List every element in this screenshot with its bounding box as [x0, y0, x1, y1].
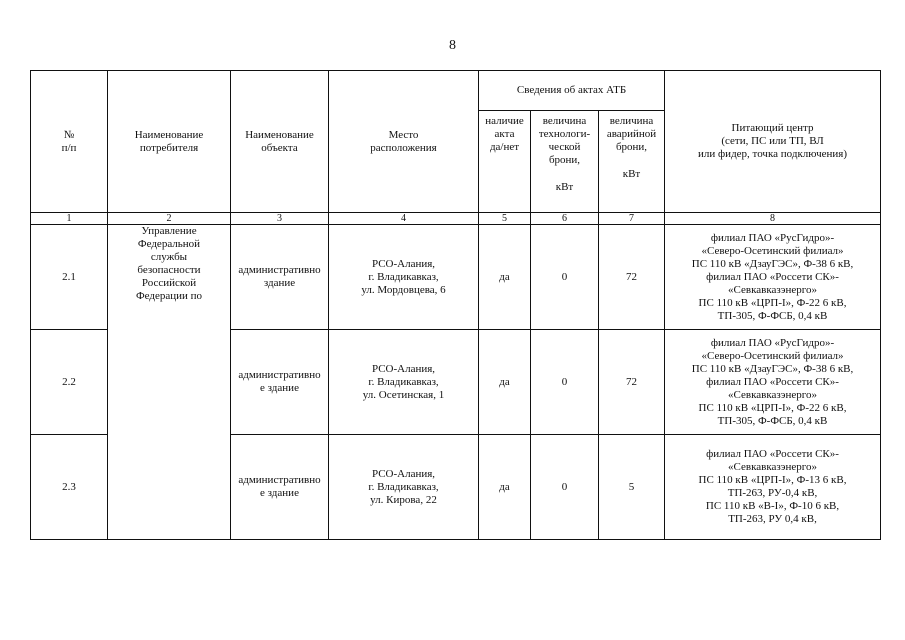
header-emergency-reserve: величина аварийной брони, кВт: [599, 111, 665, 213]
atb-present: да: [479, 225, 531, 330]
emergency-reserve-value: 5: [599, 435, 665, 540]
consumer-name: Управление Федеральной службы безопасности Российской Федерации по: [108, 225, 231, 540]
power-center: филиал ПАО «РусГидро»- «Северо-Осетинский филиал» ПС 110 кВ «ДзауГЭС», Ф-38 6 кВ, филиал ПАО «Россети СК»- «Севкавказэнерго» ПС 110 кВ «ЦРП-I», Ф-22 6 кВ, ТП-305, Ф-ФСБ, 0,4 кВ: [665, 330, 881, 435]
header-location: Место расположения: [329, 71, 479, 213]
tech-reserve-value: 0: [531, 330, 599, 435]
location: РСО-Алания, г. Владикавказ, ул. Осетинская, 1: [329, 330, 479, 435]
row-num: 2.2: [31, 330, 108, 435]
table-row: [31, 225, 881, 330]
column-number: 5: [479, 213, 531, 225]
atb-table: [30, 70, 881, 540]
page-number: 8: [449, 38, 456, 53]
header-atb-group: Сведения об актах АТБ: [479, 71, 665, 111]
power-center: филиал ПАО «Россети СК»- «Севкавказэнерго» ПС 110 кВ «ЦРП-I», Ф-13 6 кВ, ТП-263, РУ-0,4 кВ, ПС 110 кВ «В-I», Ф-10 6 кВ, ТП-263, РУ 0,4 кВ,: [665, 435, 881, 540]
row-num: 2.3: [31, 435, 108, 540]
column-number: 8: [665, 213, 881, 225]
emergency-reserve-value: 72: [599, 225, 665, 330]
location: РСО-Алания, г. Владикавказ, ул. Мордовцева, 6: [329, 225, 479, 330]
atb-present: да: [479, 435, 531, 540]
emergency-reserve-value: 72: [599, 330, 665, 435]
column-number: 6: [531, 213, 599, 225]
column-number: 4: [329, 213, 479, 225]
column-number: 2: [108, 213, 231, 225]
tech-reserve-value: 0: [531, 435, 599, 540]
header-num: № п/п: [31, 71, 108, 213]
header-object: Наименование объекта: [231, 71, 329, 213]
object-name: административно е здание: [231, 330, 329, 435]
atb-present: да: [479, 330, 531, 435]
header-atb-present: наличие акта да/нет: [479, 111, 531, 213]
row-num: 2.1: [31, 225, 108, 330]
header-consumer: Наименование потребителя: [108, 71, 231, 213]
object-name: административно здание: [231, 225, 329, 330]
tech-reserve-value: 0: [531, 225, 599, 330]
header-power-center: Питающий центр (сети, ПС или ТП, ВЛ или фидер, точка подключения): [665, 71, 881, 213]
power-center: филиал ПАО «РусГидро»- «Северо-Осетинский филиал» ПС 110 кВ «ДзауГЭС», Ф-38 6 кВ, филиал ПАО «Россети СК»- «Севкавказэнерго» ПС 110 кВ «ЦРП-I», Ф-22 6 кВ, ТП-305, Ф-ФСБ, 0,4 кВ: [665, 225, 881, 330]
header-tech-reserve: величина технологи- ческой брони, кВт: [531, 111, 599, 213]
column-number: 7: [599, 213, 665, 225]
object-name: административно е здание: [231, 435, 329, 540]
column-number: 1: [31, 213, 108, 225]
location: РСО-Алания, г. Владикавказ, ул. Кирова, 22: [329, 435, 479, 540]
column-number: 3: [231, 213, 329, 225]
